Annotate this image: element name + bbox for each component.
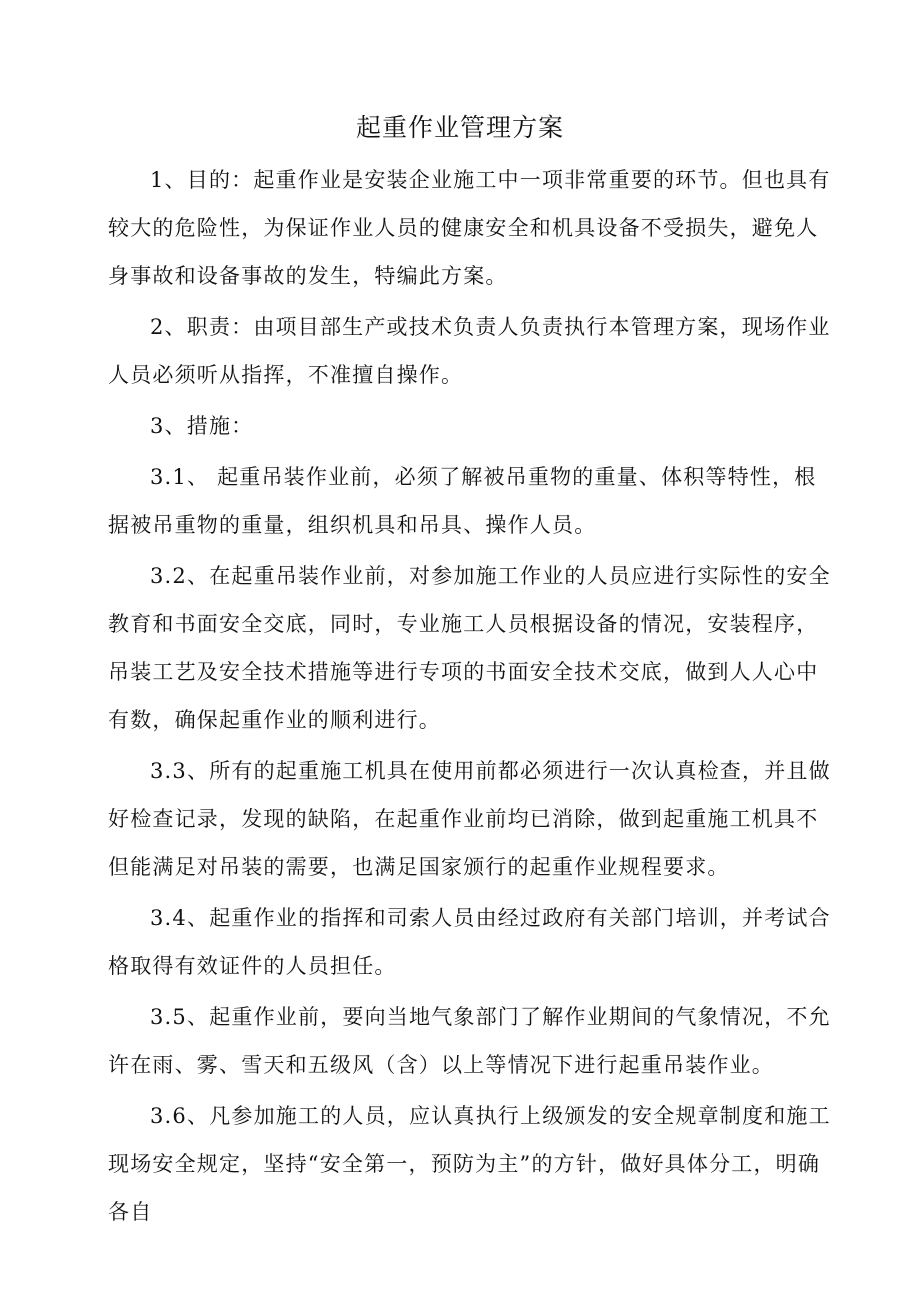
paragraph-measures-heading: 3、措施： [150, 414, 254, 438]
paragraph-measure-3-3: 3.3、所有的起重施工机具在使用前都必须进行一次认真检查，并且做好检查记录，发现的缺陷，在起重作业前均已消除，做到起重施工机具不但能满足对吊装的需要，也满足国家颁行的起重作业规程要求。 [108, 759, 831, 879]
document-body [108, 156, 833, 1236]
paragraph-responsibility: 2、职责：由项目部生产或技术负责人负责执行本管理方案，现场作业人员必须听从指挥，不准擅自操作。 [108, 315, 831, 387]
paragraph-measure-3-6: 3.6、凡参加施工的人员，应认真执行上级颁发的安全规章制度和施工现场安全规定，坚持“安全第一，预防为主”的方针，做好具体分工，明确各自 [108, 1104, 831, 1224]
paragraph-purpose: 1、目的：起重作业是安装企业施工中一项非常重要的环节。但也具有较大的危险性，为保证作业人员的健康安全和机具设备不受损失，避免人身事故和设备事故的发生，特编此方案。 [108, 168, 831, 288]
page-title: 起重作业管理方案 [355, 113, 564, 142]
paragraph-measure-3-4: 3.4、起重作业的指挥和司索人员由经过政府有关部门培训，并考试合格取得有效证件的人员担任。 [108, 906, 831, 978]
paragraph-measure-3-5: 3.5、起重作业前，要向当地气象部门了解作业期间的气象情况，不允许在雨、雾、雪天和五级风（含）以上等情况下进行起重吊装作业。 [108, 1005, 831, 1077]
paragraph-measure-3-2: 3.2、在起重吊装作业前，对参加施工作业的人员应进行实际性的安全教育和书面安全交底，同时，专业施工人员根据设备的情况，安装程序，吊装工艺及安全技术措施等进行专项的书面安全技术交底，做到人人心中有数，确保起重作业的顺利进行。 [108, 564, 831, 732]
paragraph-measure-3-1: 3.1、 起重吊装作业前，必须了解被吊重物的重量、体积等特性，根据被吊重物的重量，组织机具和吊具、操作人员。 [108, 465, 817, 537]
